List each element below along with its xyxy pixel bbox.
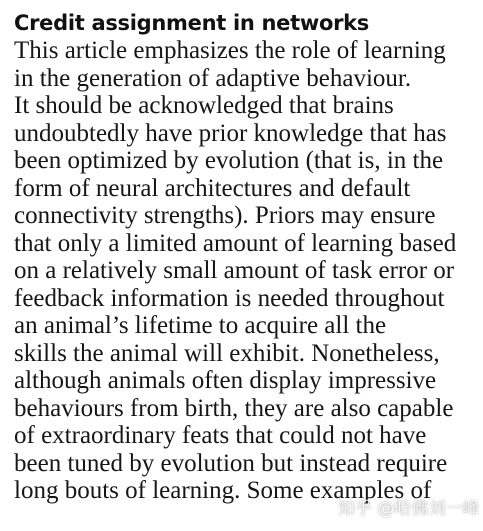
- paragraph-line: This article emphasizes the role of learning: [14, 37, 446, 64]
- paragraph-line: that only a limited amount of learning based: [14, 229, 457, 257]
- paragraph-line: long bouts of learning. Some examples of: [14, 477, 432, 504]
- paragraph-line: It should be acknowledged that brains: [14, 92, 394, 119]
- paragraph-line: of extraordinary feats that could not have: [14, 422, 427, 449]
- paragraph-line: in the generation of adaptive behaviour.: [14, 64, 412, 92]
- watermark-text: 知乎 @哈佛刘一峰: [338, 499, 480, 519]
- paragraph-line: form of neural architectures and default: [14, 174, 411, 202]
- paragraph-line: behaviours from birth, they are also capable: [14, 394, 454, 422]
- paragraph-line: on a relatively small amount of task error or: [14, 257, 455, 284]
- paragraph-line: feedback information is needed throughout: [14, 284, 445, 312]
- section-heading: Credit assignment in networks: [14, 11, 370, 35]
- paragraph-line: been optimized by evolution (that is, in the: [14, 147, 444, 174]
- paragraph-line: skills the animal will exhibit. Nonetheless,: [14, 339, 440, 367]
- paragraph-line: although animals often display impressive: [14, 367, 437, 394]
- paragraph-line: undoubtedly have prior knowledge that has: [14, 119, 447, 147]
- article-paragraph: [14, 37, 456, 505]
- paragraph-line: an animal’s lifetime to acquire all the: [14, 312, 387, 339]
- paragraph-line: connectivity strengths). Priors may ensure: [14, 202, 436, 229]
- paragraph-line: been tuned by evolution but instead require: [14, 449, 448, 477]
